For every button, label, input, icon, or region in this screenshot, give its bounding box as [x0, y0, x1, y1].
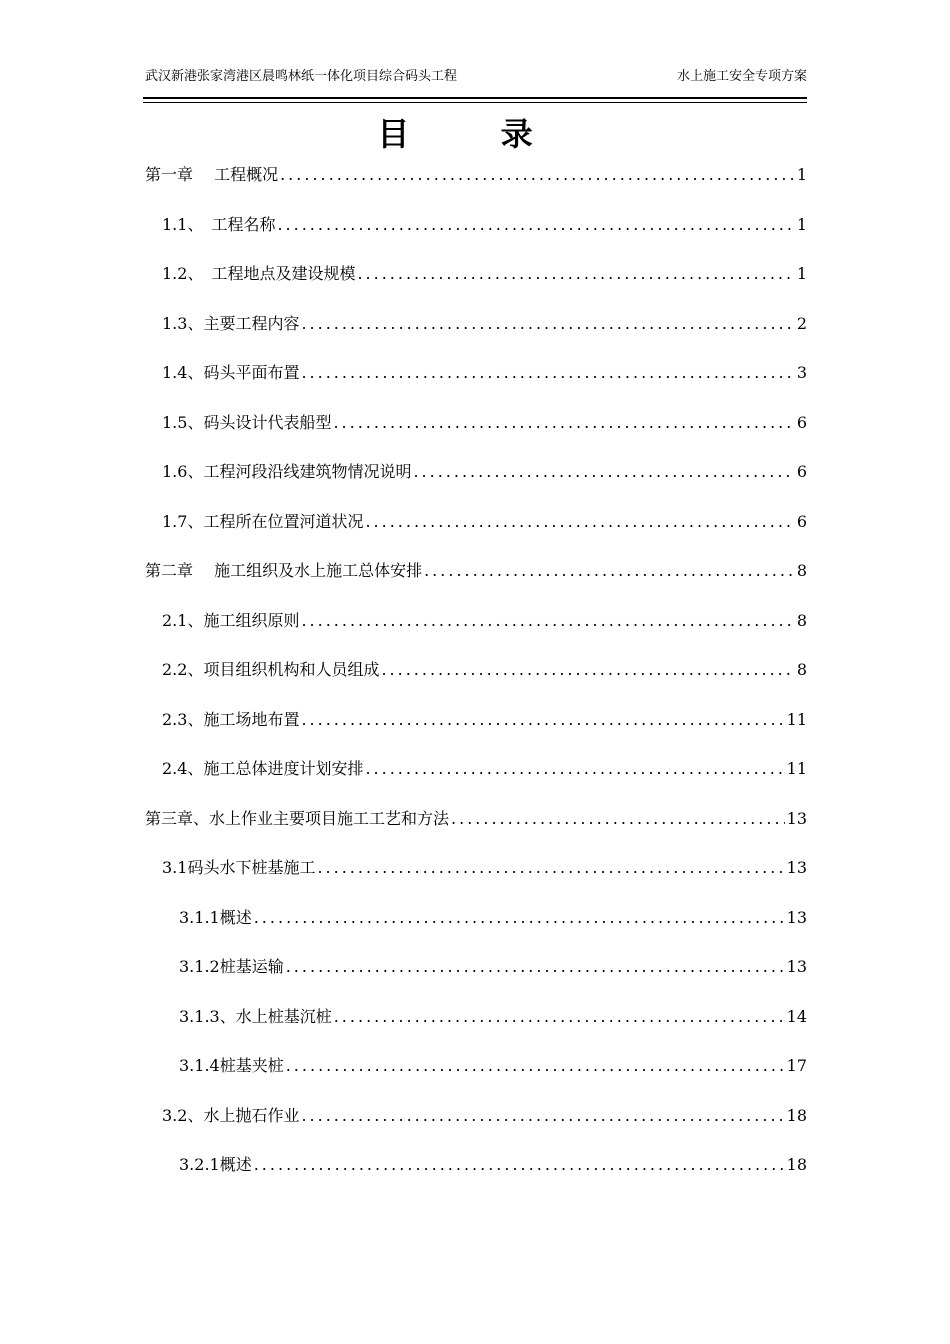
toc-entry-page-number: 8	[796, 561, 807, 580]
toc-entry-label: 第三章、水上作业主要项目施工工艺和方法	[145, 808, 450, 828]
toc-entry[interactable]	[145, 160, 807, 190]
header-document-title: 水上施工安全专项方案	[676, 69, 807, 84]
toc-entry-page-number: 13	[786, 957, 807, 976]
toc-leader-dots	[413, 457, 794, 487]
toc-entry[interactable]	[145, 1150, 807, 1180]
toc-leader-dots	[333, 408, 794, 438]
toc-entry-page-number: 3	[796, 363, 807, 382]
toc-entry-label: 1.6、工程河段沿线建筑物情况说明	[162, 462, 412, 481]
toc-entry[interactable]	[145, 804, 807, 834]
toc-entry-label: 2.4、施工总体进度计划安排	[162, 759, 364, 778]
toc-entry-label: 3.2、水上抛石作业	[162, 1105, 300, 1125]
toc-entry[interactable]	[145, 457, 807, 487]
toc-entry[interactable]	[145, 507, 807, 537]
toc-entry-label: 3.1.1概述	[179, 907, 252, 927]
toc-entry-label: 2.3、施工场地布置	[162, 709, 300, 729]
toc-entry-label: 1.2、 工程地点及建设规模	[162, 264, 356, 283]
toc-leader-dots	[254, 903, 785, 933]
toc-leader-dots	[381, 655, 794, 685]
toc-entry-page-number: 13	[786, 907, 807, 927]
toc-entry[interactable]	[145, 655, 807, 685]
toc-entry-label: 1.5、码头设计代表船型	[162, 412, 332, 432]
toc-entry[interactable]	[145, 705, 807, 735]
toc-leader-dots	[317, 853, 784, 883]
toc-leader-dots	[301, 1101, 784, 1131]
toc-leader-dots	[451, 804, 785, 834]
toc-entry[interactable]	[145, 210, 807, 240]
toc-entry[interactable]	[145, 358, 807, 388]
toc-entry-label: 3.2.1概述	[179, 1155, 252, 1174]
toc-entry[interactable]	[145, 1002, 807, 1032]
toc-leader-dots	[365, 754, 784, 784]
toc-entry-page-number: 13	[786, 808, 807, 828]
toc-entry-page-number: 8	[796, 610, 807, 630]
toc-entry-page-number: 1	[796, 214, 807, 234]
toc-leader-dots	[286, 952, 785, 982]
toc-entry-label: 2.1、施工组织原则	[162, 610, 300, 630]
toc-entry-label: 3.1.3、水上桩基沉桩	[179, 1006, 332, 1026]
toc-entry-label: 1.7、工程所在位置河道状况	[162, 511, 364, 531]
toc-entry-page-number: 14	[786, 1006, 807, 1026]
toc-entry-label: 1.1、 工程名称	[162, 214, 276, 234]
toc-entry-page-number: 17	[786, 1056, 807, 1075]
header-project-title: 武汉新港张家湾港区晨鸣林纸一体化项目综合码头工程	[145, 69, 458, 84]
toc-leader-dots	[301, 705, 784, 735]
page-header	[145, 66, 807, 88]
toc-leader-dots	[254, 1150, 785, 1180]
toc-entry-label: 3.1码头水下桩基施工	[162, 858, 316, 877]
toc-entry[interactable]	[145, 1051, 807, 1081]
toc-leader-dots	[301, 309, 794, 339]
toc-entry[interactable]	[145, 853, 807, 883]
toc-entry-page-number: 11	[786, 759, 807, 778]
toc-entry[interactable]	[145, 606, 807, 636]
toc-entry[interactable]	[145, 556, 807, 586]
toc-entry-page-number: 6	[796, 462, 807, 481]
toc-entry-page-number: 1	[796, 165, 807, 184]
toc-leader-dots	[277, 210, 794, 240]
toc-entry[interactable]	[145, 259, 807, 289]
toc-leader-dots	[424, 556, 795, 586]
toc-entry[interactable]	[145, 408, 807, 438]
header-rule-thick	[143, 97, 807, 99]
toc-entry[interactable]	[145, 903, 807, 933]
toc-entry-page-number: 18	[786, 1155, 807, 1174]
toc-entry-label: 第二章 施工组织及水上施工总体安排	[145, 561, 423, 580]
toc-leader-dots	[301, 358, 794, 388]
toc-entry-label: 2.2、项目组织机构和人员组成	[162, 660, 380, 679]
toc-entry-page-number: 13	[786, 858, 807, 877]
toc-entry-label: 3.1.4桩基夹桩	[179, 1056, 284, 1075]
toc-entry-page-number: 2	[796, 313, 807, 333]
toc-entry-page-number: 8	[796, 660, 807, 679]
toc-leader-dots	[334, 1002, 785, 1032]
toc-leader-dots	[365, 507, 794, 537]
page-title: 目 录	[377, 115, 573, 153]
toc-leader-dots	[286, 1051, 785, 1081]
toc-entry[interactable]	[145, 952, 807, 982]
toc-entry-label: 1.3、主要工程内容	[162, 313, 300, 333]
toc-entry-label: 1.4、码头平面布置	[162, 363, 300, 382]
toc-leader-dots	[301, 606, 794, 636]
header-rule-thin	[143, 102, 807, 103]
toc-entry[interactable]	[145, 309, 807, 339]
toc-entry-page-number: 1	[796, 264, 807, 283]
toc-entry-page-number: 6	[796, 412, 807, 432]
toc-leader-dots	[280, 160, 795, 190]
toc-leader-dots	[357, 259, 794, 289]
toc-entry[interactable]	[145, 1101, 807, 1131]
toc-entry-page-number: 11	[786, 709, 807, 729]
toc-entry-page-number: 6	[796, 511, 807, 531]
toc-entry-page-number: 18	[786, 1105, 807, 1125]
toc-entry-label: 第一章 工程概况	[145, 165, 279, 184]
toc-entry[interactable]	[145, 754, 807, 784]
toc-entry-label: 3.1.2桩基运输	[179, 957, 284, 976]
